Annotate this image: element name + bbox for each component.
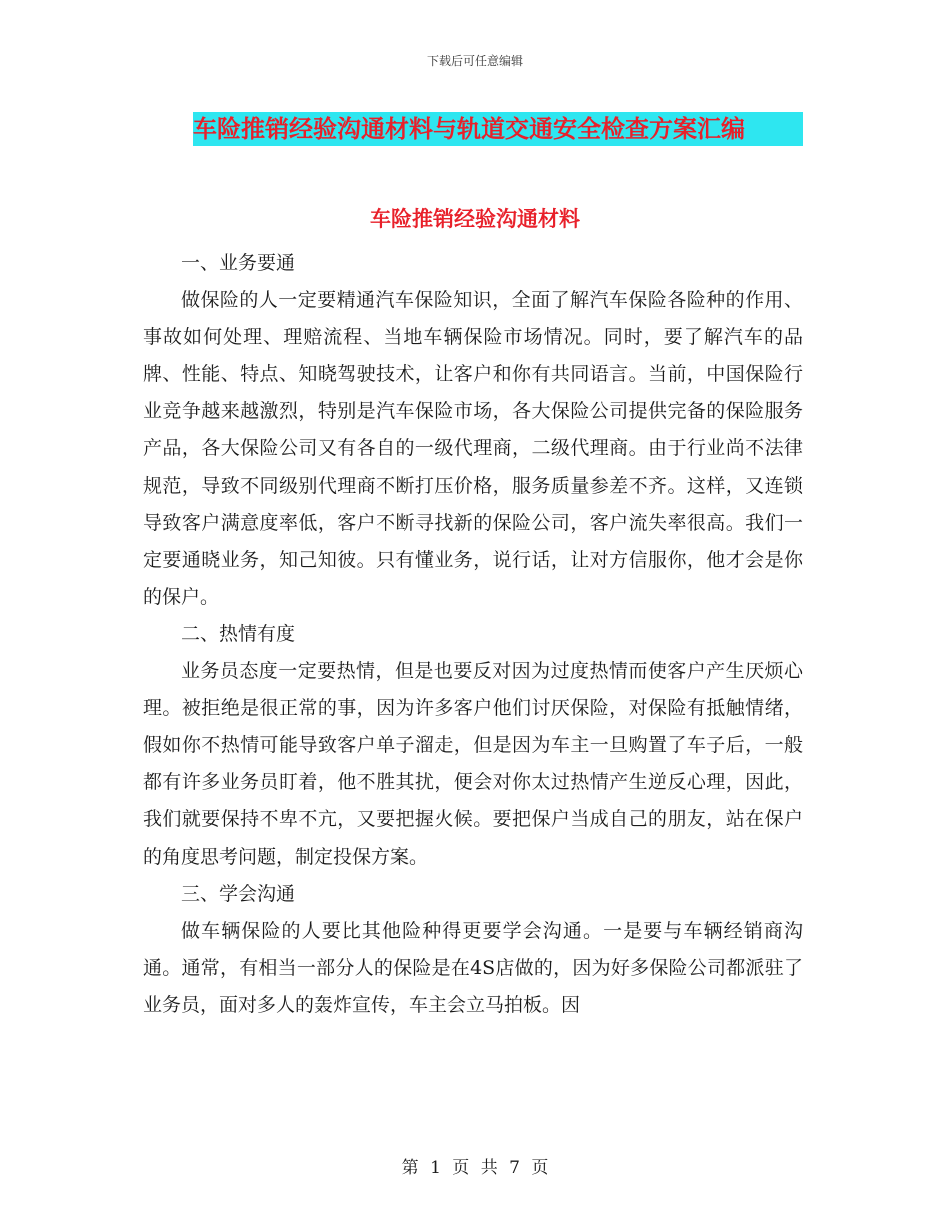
header-note: 下载后可任意编辑: [426, 54, 523, 68]
page-number: 第 1 页 共 7 页: [401, 1158, 549, 1178]
heading-enthusiasm: 二、热情有度: [181, 622, 296, 645]
paragraph-enthusiasm: 业务员态度一定要热情，但是也要反对因为过度热情而使客户产生厌烦心理。被拒绝是很正常的事，因为许多客户他们讨厌保险，对保险有抵触情绪，假如你不热情可能导致客户单子溜走，但是因为车主一旦购置了车子后，一般都有许多业务员盯着，他不胜其扰，便会对你太过热情产生逆反心理，因此，我们就要保持不卑不亢，又要把握火候。要把保户当成自己的朋友，站在保户的角度思考问题，制定投保方案。: [143, 660, 803, 868]
paragraph-communication: 做车辆保险的人要比其他险种得更要学会沟通。一是要与车辆经销商沟通。通常，有相当一部分人的保险是在4S店做的，因为好多保险公司都派驻了业务员，面对多人的轰炸宣传，车主会立马拍板。因: [143, 919, 803, 1016]
section-title: 车险推销经验沟通材料: [370, 207, 580, 231]
heading-communication: 三、学会沟通: [181, 882, 296, 905]
paragraph-business: 做保险的人一定要精通汽车保险知识，全面了解汽车保险各险种的作用、事故如何处理、理赔流程、当地车辆保险市场情况。同时，要了解汽车的品牌、性能、特点、知晓驾驶技术，让客户和你有共同语言。当前，中国保险行业竞争越来越激烈，特别是汽车保险市场，各大保险公司提供完备的保险服务产品，各大保险公司又有各自的一级代理商，二级代理商。由于行业尚不法律规范，导致不同级别代理商不断打压价格，服务质量参差不齐。这样，又连锁导致客户满意度率低，客户不断寻找新的保险公司，客户流失率很高。我们一定要通晓业务，知己知彼。只有懂业务，说行话，让对方信服你，他才会是你的保户。: [143, 289, 803, 608]
document-title: 车险推销经验沟通材料与轨道交通安全检查方案汇编: [193, 112, 803, 146]
heading-business: 一、业务要通: [181, 252, 296, 274]
body-text: [143, 245, 803, 1024]
